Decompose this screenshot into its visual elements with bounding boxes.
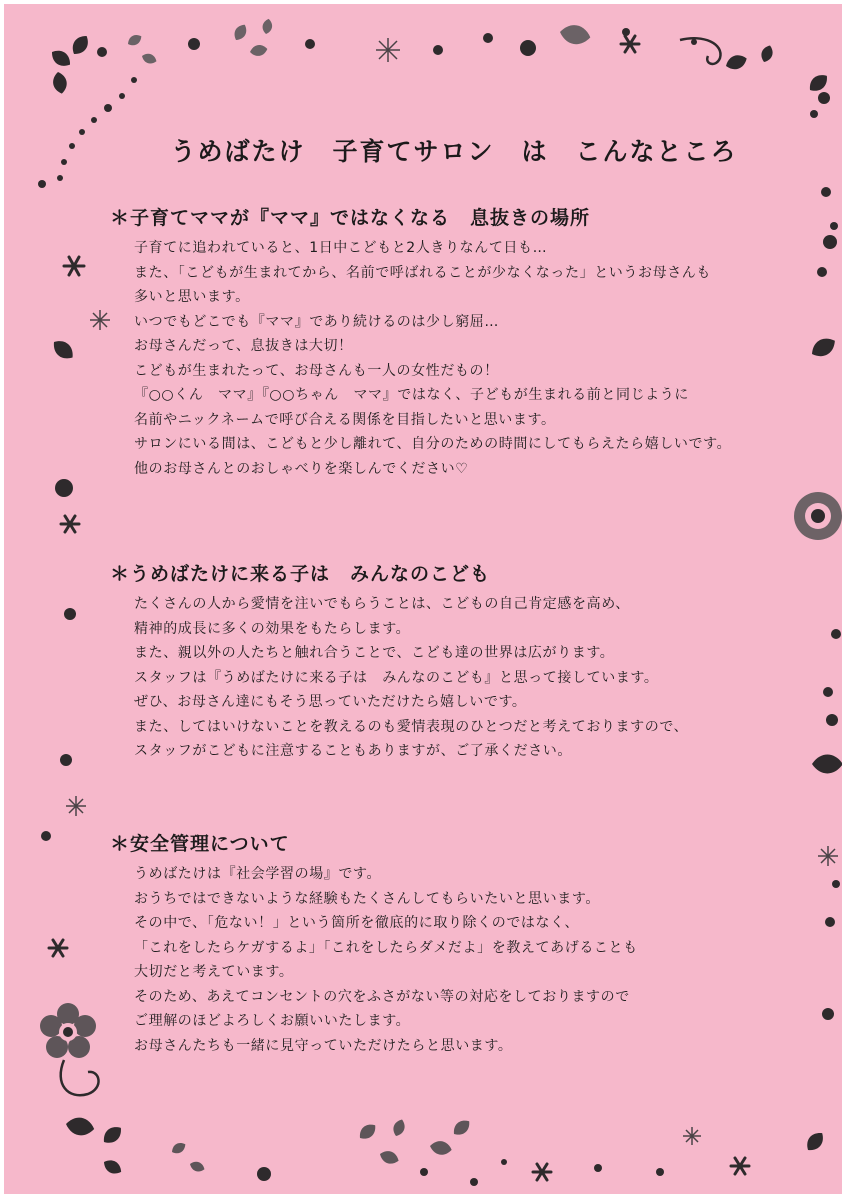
body-line: サロンにいる間は、こどもと少し離れて、自分のための時間にしてもらえたら嬉しいです。 [134, 436, 732, 452]
body-line: 『○○くん ママ』『○○ちゃん ママ』ではなく、子どもが生まれる前と同じように [134, 387, 689, 403]
body-line: ご理解のほどよろしくお願いいたします。 [134, 1013, 411, 1029]
section-safety-management [110, 830, 810, 1058]
section-body [110, 236, 810, 481]
section-breather-place [110, 204, 810, 481]
body-line: たくさんの人から愛情を注いでもらうことは、こどもの自己肯定感を高め、 [134, 596, 630, 612]
body-line: ぜひ、お母さん達にもそう思っていただけたら嬉しいです。 [134, 694, 527, 710]
body-line: 大切だと考えています。 [134, 964, 294, 980]
section-everyones-child [110, 560, 810, 764]
flower-icon [794, 492, 842, 540]
section-body [110, 592, 810, 764]
body-line: お母さんだって、息抜きは大切！ [134, 338, 353, 354]
section-heading: ＊子育てママが『ママ』ではなくなる 息抜きの場所 [110, 207, 591, 229]
body-line: 名前やニックネームで呼び合える関係を目指したいと思います。 [134, 411, 556, 428]
leaf-icon [48, 32, 92, 95]
body-line: こどもが生まれたって、お母さんも一人の女性だもの！ [134, 362, 499, 379]
body-line: また、「こどもが生まれてから、名前で呼ばれることが少なくなった」というお母さんも [134, 264, 711, 281]
body-line: また、してはいけないことを教えるのも愛情表現のひとつだと考えておりますので、 [134, 718, 689, 735]
curl-icon [680, 38, 721, 64]
body-line: スタッフがこどもに注意することもありますが、ご了承ください。 [134, 743, 572, 759]
section-body [110, 862, 810, 1058]
body-line: 多いと思います。 [134, 289, 250, 305]
body-line: うめばたけは『社会学習の場』です。 [134, 866, 382, 882]
body-line: おうちではできないような経験もたくさんしてもらいたいと思います。 [134, 890, 600, 907]
body-line: その中で、「危ない！」という箇所を徹底的に取り除くのではなく、 [134, 915, 580, 931]
page-title: うめばたけ 子育てサロン は こんなところ [170, 137, 738, 166]
section-heading: ＊安全管理について [110, 833, 290, 855]
section-heading: ＊うめばたけに来る子は みんなのこども [110, 563, 491, 585]
body-line: 他のお母さんとのおしゃべりを楽しんでください♡ [134, 460, 469, 477]
flyer-page [4, 4, 842, 1194]
body-line: 「これをしたらケガするよ」「これをしたらダメだよ」を教えてあげることも [134, 939, 638, 956]
body-line: そのため、あえてコンセントの穴をふさがない等の対応をしておりますので [134, 988, 630, 1005]
body-line: また、親以外の人たちと触れ合うことで、こども達の世界は広がります。 [134, 645, 615, 661]
body-line: 子育てに追われていると、1日中こどもと2人きりなんて日も… [134, 240, 548, 256]
sprig-icon [170, 1117, 473, 1174]
body-line: お母さんたちも一緒に見守っていただけたらと思います。 [134, 1037, 513, 1054]
body-line: いつでもどこでも『ママ』であり続けるのは少し窮屈… [134, 313, 499, 330]
body-line: スタッフは『うめばたけに来る子は みんなのこども』と思って接しています。 [134, 669, 659, 686]
curl-icon [61, 1060, 99, 1095]
flower-icon [40, 1003, 96, 1058]
body-line: 精神的成長に多くの効果をもたらします。 [134, 620, 411, 637]
